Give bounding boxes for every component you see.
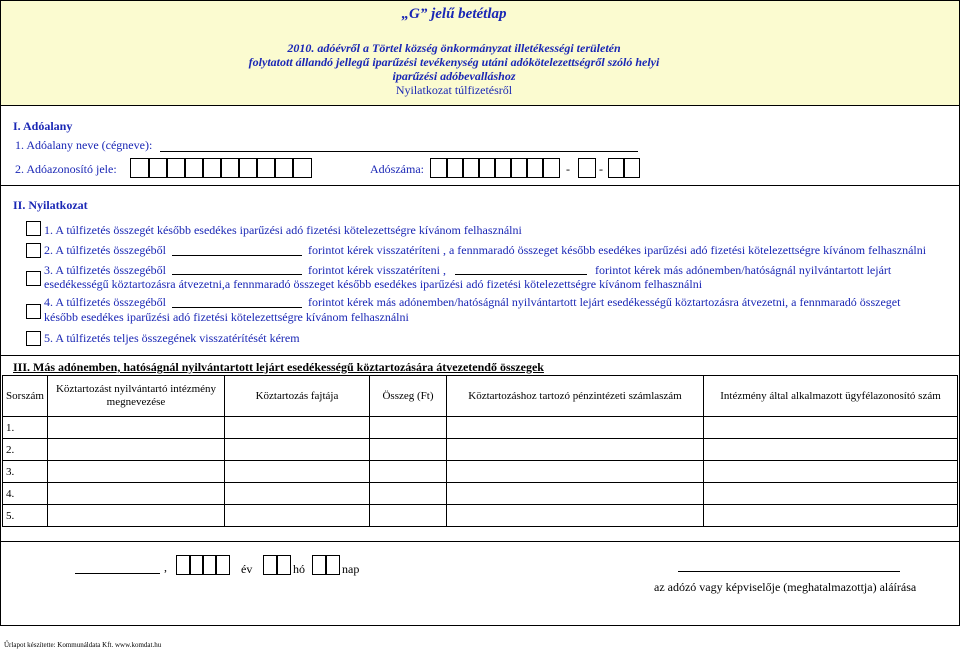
header-line-2: folytatott állandó jellegű iparűzési tevékenység utáni adókötelezettségről szóló helyi xyxy=(248,55,660,69)
row-number: 4. xyxy=(3,483,48,505)
col-header-debt-type: Köztartozás fajtája xyxy=(225,376,370,417)
row-number: 3. xyxy=(3,461,48,483)
option-2-text-cont: forintot kérek visszatéríteni , a fennmaradó összeget később esedékes iparűzési adó fizetési kötelezettségre kívánom felhasználni xyxy=(308,243,927,257)
table-row xyxy=(3,505,958,527)
client-id-cell[interactable] xyxy=(704,461,958,483)
option-3-text-line2: esedékességű köztartozásra átvezetni,a fennmaradó összeget később esedékes iparűzési adó fizetési kötelezettségre kívánom felhasználni xyxy=(44,277,703,291)
institution-cell[interactable] xyxy=(48,439,225,461)
table-row xyxy=(3,461,958,483)
option-4-text: 4. A túlfizetés összegéből xyxy=(44,295,166,309)
section3-heading: III. Más adónemben, hatóságnál nyilvántartott lejárt esedékességű köztartozására átvezetendő összegek xyxy=(13,360,544,374)
table-row xyxy=(3,439,958,461)
debt-type-cell[interactable] xyxy=(225,461,370,483)
option-4-text-line2: később esedékes iparűzési adó fizetési kötelezettségre kívánom felhasználni xyxy=(44,310,409,324)
form-header xyxy=(0,0,960,106)
tax-number-digit[interactable] xyxy=(542,158,560,178)
institution-cell[interactable] xyxy=(48,483,225,505)
tax-id-digit[interactable] xyxy=(220,158,240,178)
taxpayer-name-field[interactable] xyxy=(160,151,638,152)
option-3-text-cont2: forintot kérek más adónemben/hatóságnál nyilvántartott lejárt xyxy=(595,263,892,277)
signature-field[interactable] xyxy=(678,571,900,572)
header-line-3: iparűzési adóbevalláshoz xyxy=(392,69,516,83)
tax-id-digit[interactable] xyxy=(166,158,186,178)
account-cell[interactable] xyxy=(447,505,704,527)
option-2-checkbox[interactable] xyxy=(26,243,41,258)
debt-type-cell[interactable] xyxy=(225,483,370,505)
option-4-checkbox[interactable] xyxy=(26,304,41,319)
account-cell[interactable] xyxy=(447,439,704,461)
institution-cell[interactable] xyxy=(48,461,225,483)
col-header-amount: Összeg (Ft) xyxy=(370,376,447,417)
place-field[interactable] xyxy=(75,573,160,574)
option-3-checkbox[interactable] xyxy=(26,271,41,286)
signature-label: az adózó vagy képviselője (meghatalmazottja) aláírása xyxy=(654,580,917,594)
tax-id-digit[interactable] xyxy=(184,158,204,178)
taxpayer-name-label: 1. Adóalany neve (cégneve): xyxy=(15,138,153,152)
place-comma: , xyxy=(164,560,167,574)
amount-cell[interactable] xyxy=(370,461,447,483)
client-id-cell[interactable] xyxy=(704,417,958,439)
month-label: hó xyxy=(293,562,305,576)
option-4-amount-field[interactable] xyxy=(172,307,302,308)
option-2-text: 2. A túlfizetés összegéből xyxy=(44,243,166,257)
debt-type-cell[interactable] xyxy=(225,439,370,461)
col-header-institution: Köztartozást nyilvántartó intézmény megnevezése xyxy=(48,376,225,417)
day-label: nap xyxy=(342,562,360,576)
account-cell[interactable] xyxy=(447,461,704,483)
tax-id-digit[interactable] xyxy=(238,158,258,178)
tax-id-digit[interactable] xyxy=(130,158,150,178)
month-digit[interactable] xyxy=(276,555,291,575)
col-header-client-id: Intézmény által alkalmazott ügyfélazonosító szám xyxy=(704,376,958,417)
tax-number-dash: - xyxy=(599,162,603,176)
option-1-checkbox[interactable] xyxy=(26,221,41,236)
option-5-text: 5. A túlfizetés teljes összegének visszatérítését kérem xyxy=(44,331,300,345)
client-id-cell[interactable] xyxy=(704,483,958,505)
tax-id-digit[interactable] xyxy=(292,158,312,178)
tax-id-digit[interactable] xyxy=(274,158,294,178)
institution-cell[interactable] xyxy=(48,505,225,527)
section2-heading: II. Nyilatkozat xyxy=(13,198,88,212)
institution-cell[interactable] xyxy=(48,417,225,439)
amount-cell[interactable] xyxy=(370,505,447,527)
option-4-text-cont: forintot kérek más adónemben/hatóságnál nyilvántartott lejárt esedékességű köztartozásra átvezetni, a fennmaradó összeget xyxy=(308,295,901,309)
option-3-transfer-field[interactable] xyxy=(455,274,587,275)
tax-id-digit[interactable] xyxy=(202,158,222,178)
amount-cell[interactable] xyxy=(370,483,447,505)
tax-number-label: Adószáma: xyxy=(370,162,424,176)
row-number: 2. xyxy=(3,439,48,461)
client-id-cell[interactable] xyxy=(704,505,958,527)
option-3-refund-field[interactable] xyxy=(172,274,302,275)
tax-number-digit[interactable] xyxy=(623,158,640,178)
tax-number-dash: - xyxy=(566,162,570,176)
col-header-account: Köztartozáshoz tartozó pénzintézeti számlaszám xyxy=(447,376,704,417)
header-line-1: 2010. adóévről a Törtel község önkormányzat illetékességi területén xyxy=(287,41,621,55)
day-digit[interactable] xyxy=(325,555,340,575)
header-line-4: Nyilatkozat túlfizetésről xyxy=(395,83,513,97)
table-row xyxy=(3,483,958,505)
tax-number-digit[interactable] xyxy=(578,158,596,178)
amount-cell[interactable] xyxy=(370,417,447,439)
account-cell[interactable] xyxy=(447,417,704,439)
debts-table xyxy=(2,375,958,527)
row-number: 1. xyxy=(3,417,48,439)
year-label: év xyxy=(241,562,253,576)
option-3-text: 3. A túlfizetés összegéből xyxy=(44,263,166,277)
row-number: 5. xyxy=(3,505,48,527)
option-1-text: 1. A túlfizetés összegét később esedékes iparűzési adó fizetési kötelezettségre kívánom felhasználni xyxy=(44,223,522,237)
option-3-text-cont: forintot kérek visszatéríteni , xyxy=(308,263,446,277)
tax-id-digit[interactable] xyxy=(148,158,168,178)
debt-type-cell[interactable] xyxy=(225,417,370,439)
form-title: „G” jelű betétlap xyxy=(401,6,507,22)
amount-cell[interactable] xyxy=(370,439,447,461)
account-cell[interactable] xyxy=(447,483,704,505)
tax-id-digit[interactable] xyxy=(256,158,276,178)
option-2-amount-field[interactable] xyxy=(172,255,302,256)
section1-heading: I. Adóalany xyxy=(13,119,73,133)
option-5-checkbox[interactable] xyxy=(26,331,41,346)
debt-type-cell[interactable] xyxy=(225,505,370,527)
year-digit[interactable] xyxy=(215,555,230,575)
col-header-number: Sorszám xyxy=(3,376,48,417)
client-id-cell[interactable] xyxy=(704,439,958,461)
tax-id-label: 2. Adóazonosító jele: xyxy=(15,162,117,176)
table-row xyxy=(3,417,958,439)
footer-credit: Űrlapot készítette: Kommunáldata Kft. www.komdat.hu xyxy=(4,641,162,649)
